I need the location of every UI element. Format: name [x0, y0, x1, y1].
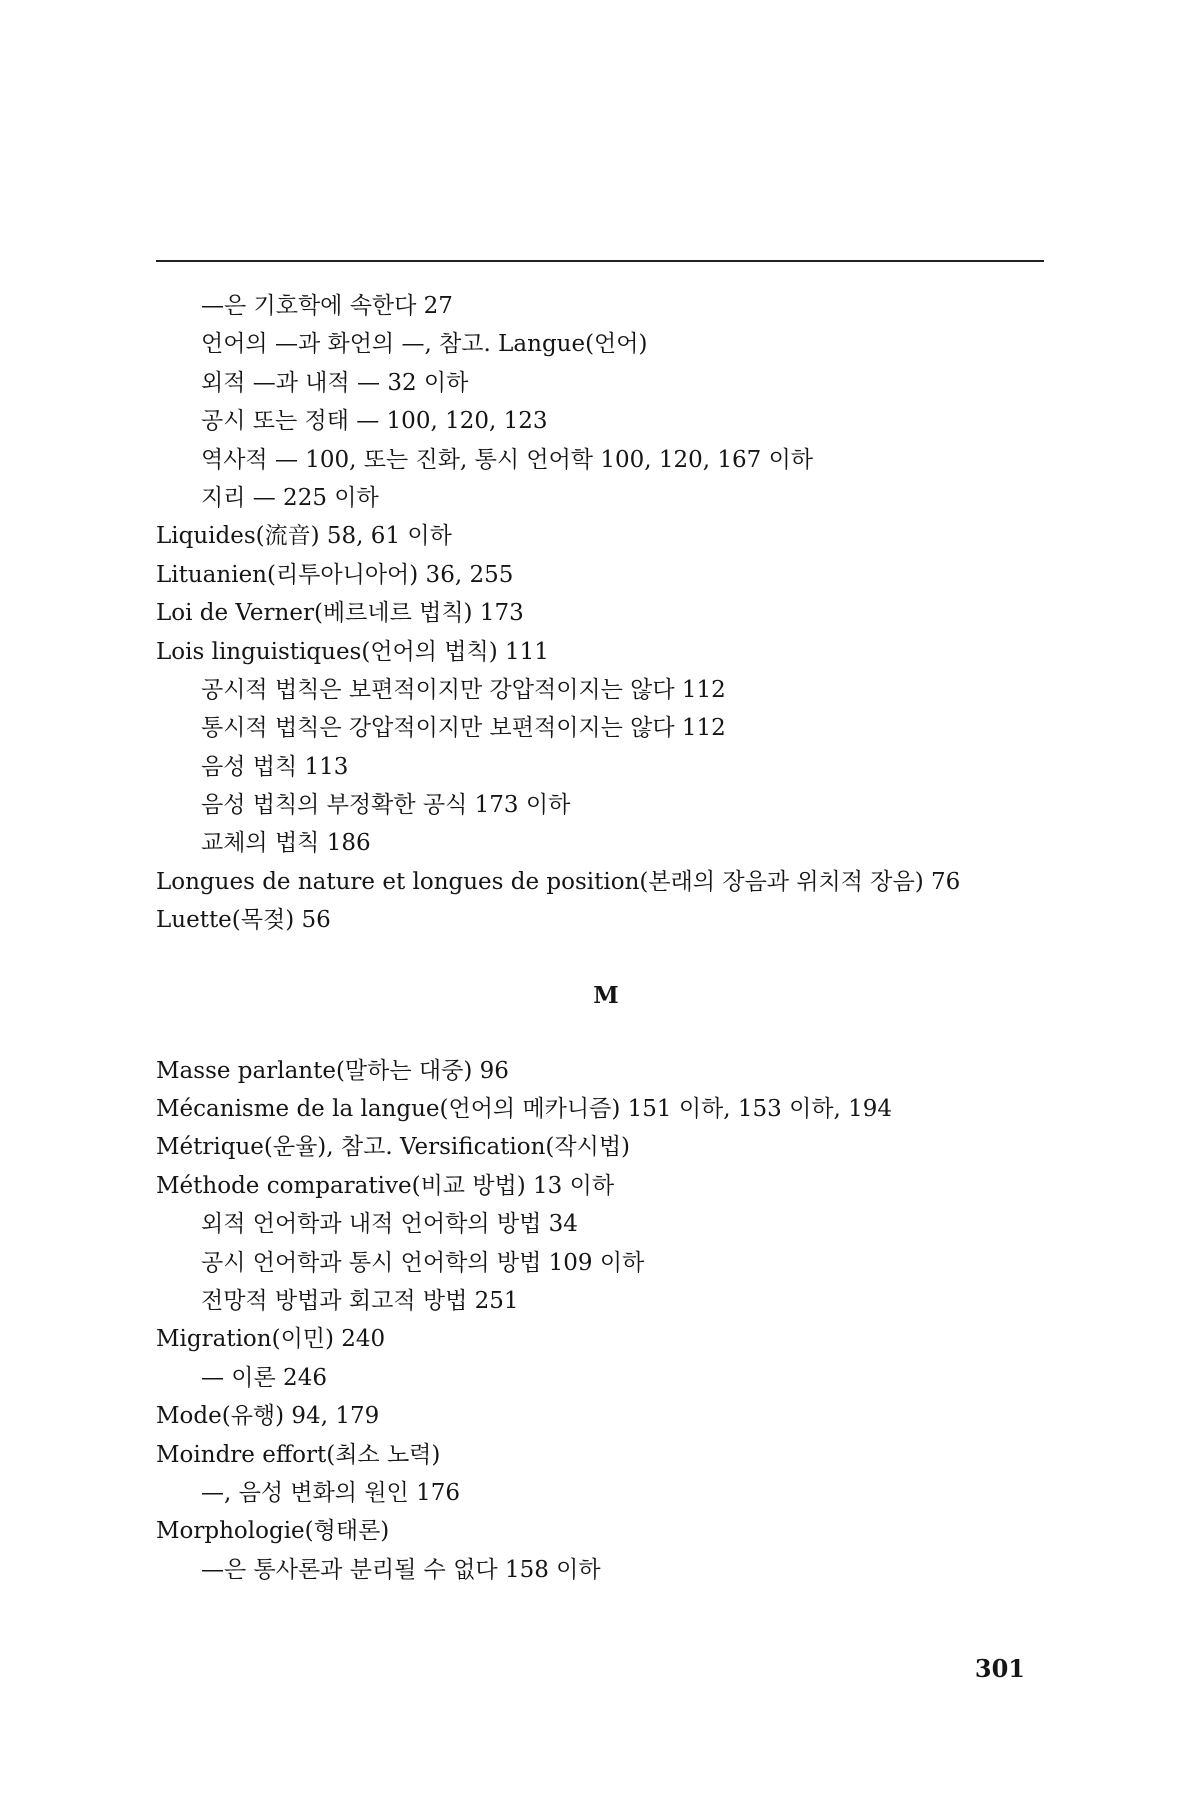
index-subentry: 음성 법칙의 부정확한 공식 173 이하	[201, 792, 571, 819]
index-subentry: 언어의 —과 화언의 —, 참고. Langue(언어)	[201, 331, 648, 358]
index-entry: Liquides(流音) 58, 61 이하	[156, 523, 452, 550]
index-subentry: —은 기호학에 속한다 27	[201, 293, 453, 319]
index-entry: Luette(목젖) 56	[156, 907, 331, 934]
index-entry: Moindre effort(최소 노력)	[156, 1441, 441, 1468]
index-entry: Loi de Verner(베르네르 법칙) 173	[156, 600, 524, 627]
index-subentry: —, 음성 변화의 원인 176	[201, 1479, 460, 1506]
entries-m	[156, 1052, 1056, 1589]
index-subentry: 음성 법칙 113	[201, 753, 349, 780]
index-subentry: 외적 언어학과 내적 언어학의 방법 34	[201, 1211, 578, 1238]
index-subentry: 공시 언어학과 통시 언어학의 방법 109 이하	[201, 1249, 645, 1276]
index-subentry: 교체의 법칙 186	[201, 830, 371, 857]
index-entry: Migration(이민) 240	[156, 1326, 386, 1353]
section-heading-m: M	[593, 981, 619, 1009]
index-subentry: — 이론 246	[201, 1364, 327, 1391]
index-entry: Masse parlante(말하는 대중) 96	[156, 1057, 509, 1084]
page-number: 301	[974, 1654, 1025, 1683]
index-entry: Méthode comparative(비교 방법) 13 이하	[156, 1172, 615, 1199]
index-subentry: —은 통사론과 분리될 수 없다 158 이하	[201, 1556, 601, 1583]
index-subentry: 전망적 방법과 회고적 방법 251	[201, 1287, 519, 1314]
index-entries	[156, 287, 1056, 1589]
index-subentry: 외적 —과 내적 — 32 이하	[201, 369, 469, 396]
index-subentry: 공시 또는 정태 — 100, 120, 123	[201, 408, 548, 435]
index-entry: Métrique(운율), 참고. Versification(작시법)	[156, 1134, 631, 1161]
entries-top	[156, 287, 1056, 940]
index-entry: Mode(유행) 94, 179	[156, 1403, 380, 1430]
index-subentry: 역사적 — 100, 또는 진화, 통시 언어학 100, 120, 167 이하	[201, 446, 814, 473]
index-entry: Lituanien(리투아니아어) 36, 255	[156, 561, 514, 588]
top-rule	[156, 260, 1044, 262]
index-subentry: 지리 — 225 이하	[201, 484, 379, 511]
index-entry: Longues de nature et longues de position(본래의 장음과 위치적 장음) 76	[156, 868, 961, 895]
index-subentry: 공시적 법칙은 보편적이지만 강압적이지는 않다 112	[201, 676, 726, 703]
index-entry: Morphologie(형태론)	[156, 1518, 390, 1545]
index-entry: Mécanisme de la langue(언어의 메카니즘) 151 이하, 153 이하, 194	[156, 1096, 893, 1123]
index-entry: Lois linguistiques(언어의 법칙) 111	[156, 638, 549, 665]
index-subentry: 통시적 법칙은 강압적이지만 보편적이지는 않다 112	[201, 715, 726, 742]
